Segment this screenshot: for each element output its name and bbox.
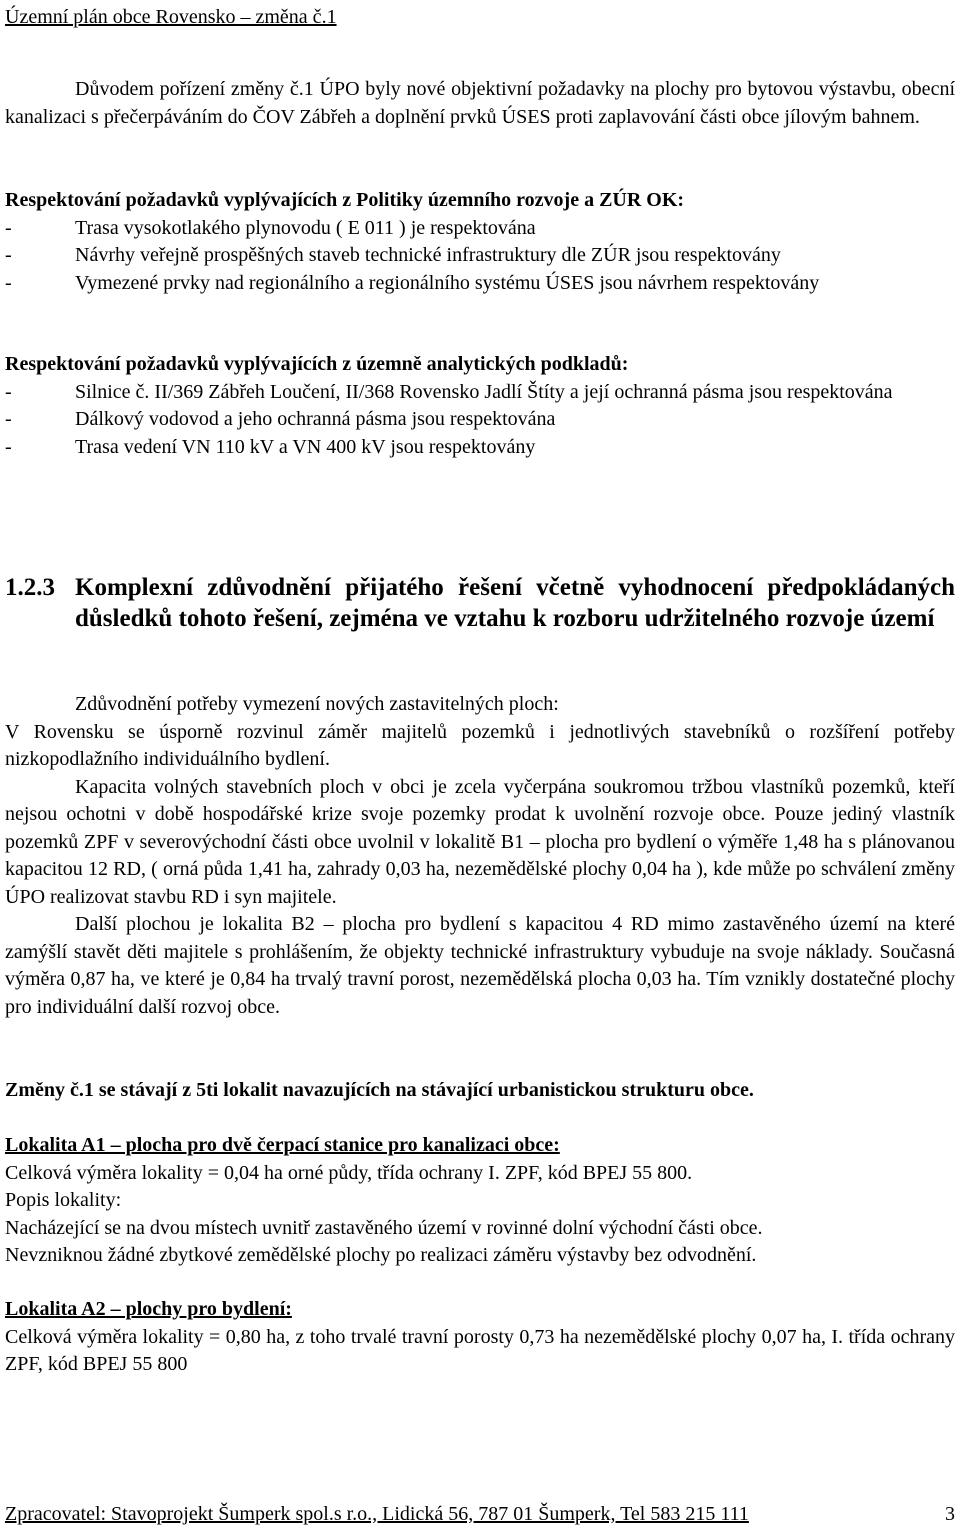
list-item: - Návrhy veřejně prospěšných staveb technické infrastruktury dle ZÚR jsou respektovány <box>5 244 781 266</box>
lokalita-a2-area: Celková výměra lokality = 0,80 ha, z toho trvalé travní porosty 0,73 ha nezemědělské plochy 0,07 ha, I. třída ochrany ZPF, kód BPEJ 55 800 <box>5 1325 955 1375</box>
lokalita-a1-desc: Nevzniknou žádné zbytkové zemědělské plochy po realizaci záměru výstavby bez odvodnění. <box>5 1244 757 1266</box>
changes-summary: Změny č.1 se stávají z 5ti lokalit navazujících na stávající urbanistickou strukturu obce. <box>5 1079 754 1101</box>
lokalita-a1-desc-label: Popis lokality: <box>5 1189 122 1211</box>
justification-paragraph: V Rovensku se úsporně rozvinul záměr majitelů pozemků i jednotlivých stavebníků o rozšíření potřeby nizkopodlažního individuálního bydlení. <box>5 720 955 770</box>
chapter-title: Komplexní zdůvodnění přijatého řešení včetně vyhodnocení předpokládaných důsledků tohoto řešení, zejména ve vztahu k rozboru udržitelného rozvoje území <box>75 574 955 632</box>
document-header: Územní plán obce Rovensko – změna č.1 <box>5 6 337 28</box>
justification-paragraph: Kapacita volných stavebních ploch v obci je zcela vyčerpána soukromou tržbou vlastníků pozemků, kteří nejsou ochotni v době hospodářské krize svoje pozemky prodat k uvolnění rozvoje obce. Pouze jediný vlastník pozemků ZPF v severovýchodní části obce uvolnil v lokalitě B1 – plocha pro bydlení o výměře 1,48 ha s plánovanou kapacitou 12 RD, ( orná půda 1,41 ha, zahrady 0,03 ha, nezemědělské plochy 0,04 ha ), kde může po schválení změny ÚPO realizovat stavbu RD i syn majitele. <box>5 775 955 908</box>
lokalita-a1 <box>5 1132 955 1270</box>
justification-paragraph: Další plochou je lokalita B2 – plocha pro bydlení s kapacitou 4 RD mimo zastavěného území na které zamýšlí stavět děti majitele s prohlášením, že objekty technické infrastruktury vybuduje na svoje náklady. Současná výměra 0,87 ha, ve které je 0,84 ha trvalý travní porost, nezemědělská plocha 0,03 ha. Tím vznikly dostatečné plochy pro individuální další rozvoj obce. <box>5 913 955 1018</box>
list-item: - Dálkový vodovod a jeho ochranná pásma jsou respektována <box>5 408 556 430</box>
list-item: - Silnice č. II/369 Zábřeh Loučení, II/368 Rovensko Jadlí Štíty a její ochranná pásma jsou respektována <box>5 380 893 403</box>
page-footer <box>5 1501 955 1529</box>
lokalita-a1-desc: Nacházející se na dvou místech uvnitř zastavěného území v rovinné dolní východní části obce. <box>5 1216 763 1239</box>
section-uap <box>5 351 955 461</box>
intro-paragraph: Důvodem pořízení změny č.1 ÚPO byly nové objektivní požadavky na plochy pro bytovou výstavbu, obecní kanalizaci s přečerpáváním do ČOV Zábřeh a doplnění prvků ÚSES proti zaplavování části obce jílovým bahnem. <box>5 78 955 128</box>
lokalita-a1-area: Celková výměra lokality = 0,04 ha orné půdy, třída ochrany I. ZPF, kód BPEJ 55 800. <box>5 1161 693 1184</box>
section-politiky-heading: Respektování požadavků vyplývajících z Politiky územního rozvoje a ZÚR OK: <box>5 189 685 211</box>
section-uap-heading: Respektování požadavků vyplývajících z územně analytických podkladů: <box>5 353 629 375</box>
page-number: 3 <box>945 1503 955 1525</box>
justification-lead: Zdůvodnění potřeby vymezení nových zastavitelných ploch: <box>75 693 559 715</box>
chapter-heading <box>5 572 955 634</box>
justification-block <box>5 691 955 1021</box>
lokalita-a2 <box>5 1296 955 1379</box>
section-politiky <box>5 187 955 297</box>
list-item: - Vymezené prvky nad regionálního a regionálního systému ÚSES jsou návrhem respektovány <box>5 271 820 294</box>
chapter-number: 1.2.3 <box>5 574 55 601</box>
list-item: - Trasa vysokotlakého plynovodu ( E 011 ) je respektována <box>5 216 536 239</box>
lokalita-a2-heading: Lokalita A2 – plochy pro bydlení: <box>5 1298 292 1320</box>
list-item: - Trasa vedení VN 110 kV a VN 400 kV jsou respektovány <box>5 435 536 458</box>
lokalita-a1-heading: Lokalita A1 – plocha pro dvě čerpací stanice pro kanalizaci obce: <box>5 1134 560 1156</box>
footer-text: Zpracovatel: Stavoprojekt Šumperk spol.s r.o., Lidická 56, 787 01 Šumperk, Tel 583 215 111 <box>5 1503 749 1525</box>
